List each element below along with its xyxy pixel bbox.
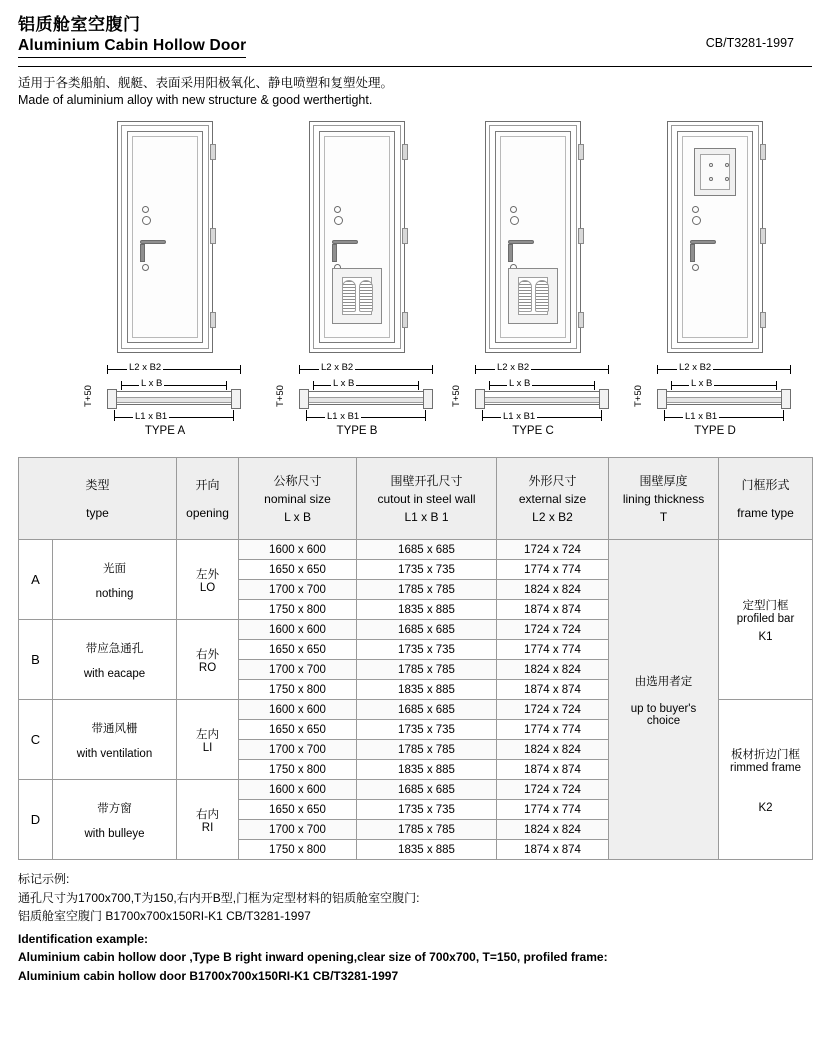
standard-code: CB/T3281-1997 [705,36,794,50]
frame-k2-code: K2 [758,801,773,814]
type-desc-b-en: with eacape [83,667,146,680]
door-frame-a [117,121,213,353]
external-size-cell: 1724 x 724 [497,780,609,800]
header-lining-cn: 围壁厚度 [639,473,688,488]
section-body-a [107,391,241,405]
type-label-a: TYPE A [144,425,186,437]
type-code-b: B [19,620,53,700]
frame-k2-cn: 板材折边门框 [731,748,801,761]
hinge-icon [210,228,216,244]
identification-example [18,870,812,986]
section-cap-right [599,389,609,409]
opening-ro-en: RO [198,661,217,674]
door-frame-b [309,121,405,353]
bolt-icon [142,206,149,213]
section-cap-right [423,389,433,409]
header-type [19,458,177,540]
bolt-icon [334,206,341,213]
section-body-c [475,391,609,405]
external-size-cell: 1824 x 824 [497,580,609,600]
example-line2-cn: 铝质舱室空腹门 B1700x700x150RI-K1 CB/T3281-1997 [18,909,311,924]
frame-k1-code: K1 [758,630,773,643]
header-cutout-sym: L1 x B 1 [404,509,449,524]
door-leaf-b [319,131,395,343]
cutout-size-cell: 1835 x 885 [357,840,497,860]
cutout-size-cell: 1835 x 885 [357,600,497,620]
cutout-size-cell: 1735 x 735 [357,640,497,660]
external-size-cell: 1874 x 874 [497,760,609,780]
dim-label-l1b1: L1 x B1 [327,411,360,422]
page-title-en: Aluminium Cabin Hollow Door [18,37,246,58]
cutout-size-cell: 1735 x 735 [357,720,497,740]
hinge-icon [402,312,408,328]
louver-blade-icon [535,280,549,312]
dim-label-t: T+50 [83,385,94,407]
ventilation-grille-inner [518,277,548,315]
header-frame-en: frame type [737,505,794,520]
cutout-size-cell: 1785 x 785 [357,820,497,840]
hinge-icon [760,144,766,160]
nominal-size-cell: 1700 x 700 [239,660,357,680]
header-external-cn: 外形尺寸 [528,473,577,488]
example-line1-en: Aluminium cabin hollow door ,Type B right inward opening,clear size of 700x700, T=150, profiled frame: [18,950,608,965]
door-frame-c [485,121,581,353]
dim-tick [306,410,307,421]
header-external-en: external size [518,491,587,506]
header-external [497,458,609,540]
page-header [18,0,812,107]
dim-tick [107,365,108,374]
section-cap-left [107,389,117,409]
header-opening [177,458,239,540]
cutout-size-cell: 1685 x 685 [357,780,497,800]
opening-ri [177,780,239,860]
page-title-cn: 铝质舱室空腹门 [18,15,141,34]
header-frame-cn: 门框形式 [741,477,790,492]
hinge-icon [210,144,216,160]
hinge-icon [210,312,216,328]
nominal-size-cell: 1650 x 650 [239,640,357,660]
lining-en-1: up to buyer's [630,702,697,715]
spec-table [18,457,813,860]
nominal-size-cell: 1700 x 700 [239,820,357,840]
type-desc-c-en: with ventilation [76,747,153,760]
dim-tick [418,381,419,390]
cutout-size-cell: 1785 x 785 [357,740,497,760]
section-view-d [631,361,799,437]
opening-li-en: LI [202,741,213,754]
header-frame [719,458,813,540]
external-size-cell: 1724 x 724 [497,620,609,640]
hinge-icon [760,228,766,244]
type-desc-a [53,540,177,620]
header-nominal-cn: 公称尺寸 [273,473,322,488]
type-desc-a-en: nothing [95,587,134,600]
dim-tick [790,365,791,374]
section-cap-left [299,389,309,409]
screw-icon [709,177,713,181]
louver-blade-icon [342,280,356,312]
nominal-size-cell: 1600 x 600 [239,540,357,560]
dim-line-l1b1 [306,417,426,418]
bulleye-window-glass [700,154,730,190]
type-desc-d-en: with bulleye [84,827,145,840]
type-desc-b [53,620,177,700]
section-body-b [299,391,433,405]
cutout-size-cell: 1785 x 785 [357,580,497,600]
lock-knob-icon [334,216,343,225]
drawings-row [18,121,812,451]
hinge-icon [402,228,408,244]
escape-panel [332,268,382,324]
type-label-d: TYPE D [694,425,736,437]
header-cutout-cn: 围壁开孔尺寸 [390,473,463,488]
external-size-cell: 1774 x 774 [497,800,609,820]
dim-tick [475,365,476,374]
type-desc-b-cn: 带应急通孔 [85,642,144,655]
nominal-size-cell: 1700 x 700 [239,740,357,760]
screw-icon [709,163,713,167]
hinge-icon [578,228,584,244]
external-size-cell: 1724 x 724 [497,700,609,720]
cutout-size-cell: 1685 x 685 [357,700,497,720]
nominal-size-cell: 1650 x 650 [239,720,357,740]
dim-label-t: T+50 [451,385,462,407]
dim-line-l1b1 [114,417,234,418]
frame-k1-en: profiled bar [736,612,795,625]
type-desc-c-cn: 带通风栅 [91,722,138,735]
frame-type-k2 [719,700,813,860]
bulleye-window [694,148,736,196]
section-cap-right [231,389,241,409]
nominal-size-cell: 1750 x 800 [239,600,357,620]
lining-en-2: choice [646,714,681,727]
type-code-d: D [19,780,53,860]
hinge-icon [760,312,766,328]
bolt-icon [510,206,517,213]
header-cutout-en: cutout in steel wall [377,491,476,506]
section-view-b [273,361,441,437]
door-leaf-d [677,131,753,343]
example-title-en: Identification example: [18,931,149,946]
dim-label-lb: L x B [691,378,713,389]
type-code-a: A [19,540,53,620]
hinge-icon [578,144,584,160]
nominal-size-cell: 1600 x 600 [239,780,357,800]
section-cap-left [475,389,485,409]
external-size-cell: 1824 x 824 [497,820,609,840]
type-code-c: C [19,700,53,780]
dim-tick [664,410,665,421]
cutout-size-cell: 1685 x 685 [357,620,497,640]
example-title-cn: 标记示例: [18,872,70,886]
header-type-en: type [86,505,109,520]
door-handle-stem-icon [332,244,337,262]
cutout-size-cell: 1735 x 735 [357,800,497,820]
example-line1-cn: 通孔尺寸为1700x700,T为150,右内开B型,门框为定型材料的铝质舱室空腹门: [18,890,420,905]
dim-tick [121,381,122,390]
example-line2-en: Aluminium cabin hollow door B1700x700x150RI-K1 CB/T3281-1997 [18,968,399,983]
dim-tick [432,365,433,374]
type-desc-d-cn: 带方窗 [97,802,132,815]
external-size-cell: 1824 x 824 [497,740,609,760]
frame-type-k1 [719,540,813,700]
external-size-cell: 1874 x 874 [497,600,609,620]
table-row [19,540,813,560]
dim-line-lb [671,385,777,386]
section-view-c [449,361,617,437]
screw-icon [725,163,729,167]
nominal-size-cell: 1600 x 600 [239,700,357,720]
dim-line-lb [121,385,227,386]
cutout-size-cell: 1785 x 785 [357,660,497,680]
dim-label-l2b2: L2 x B2 [679,362,712,373]
dim-tick [657,365,658,374]
louver-blade-icon [518,280,532,312]
header-external-sym: L2 x B2 [532,509,573,524]
external-size-cell: 1724 x 724 [497,540,609,560]
door-handle-stem-icon [140,244,145,262]
cutout-size-cell: 1835 x 885 [357,760,497,780]
dim-label-lb: L x B [141,378,163,389]
cutout-size-cell: 1685 x 685 [357,540,497,560]
type-desc-a-cn: 光面 [103,562,126,575]
hinge-icon [402,144,408,160]
dim-tick [601,410,602,421]
opening-ri-en: RI [201,821,214,834]
door-frame-d [667,121,763,353]
drawing-type-a [80,121,250,437]
cutout-size-cell: 1835 x 885 [357,680,497,700]
dim-tick [114,410,115,421]
dim-label-t: T+50 [633,385,644,407]
door-handle-stem-icon [690,244,695,262]
drawing-type-b [272,121,442,437]
dim-label-l1b1: L1 x B1 [685,411,718,422]
nominal-size-cell: 1600 x 600 [239,620,357,640]
dim-tick [671,381,672,390]
type-desc-d [53,780,177,860]
header-lining [609,458,719,540]
bolt-icon [142,264,149,271]
nominal-size-cell: 1700 x 700 [239,580,357,600]
header-divider [18,66,812,67]
dim-tick [594,381,595,390]
opening-li [177,700,239,780]
bolt-icon [692,264,699,271]
bolt-icon [692,206,699,213]
door-leaf-c [495,131,571,343]
drawing-type-d [630,121,800,437]
opening-li-cn: 左内 [196,728,220,741]
section-cap-right [781,389,791,409]
external-size-cell: 1824 x 824 [497,660,609,680]
header-nominal-size [239,458,357,540]
drawing-type-c [448,121,618,437]
lock-knob-icon [142,216,151,225]
dim-tick [226,381,227,390]
section-body-d [657,391,791,405]
description-cn: 适用于各类船舶、舰艇、表面采用阳极氧化、静电喷塑和复塑处理。 [18,76,394,90]
dim-label-l2b2: L2 x B2 [129,362,162,373]
nominal-size-cell: 1750 x 800 [239,680,357,700]
nominal-size-cell: 1650 x 650 [239,560,357,580]
lock-knob-icon [692,216,701,225]
header-type-cn: 类型 [85,477,110,492]
type-label-c: TYPE C [512,425,554,437]
spec-table-wrapper [18,457,812,860]
dim-tick [482,410,483,421]
nominal-size-cell: 1750 x 800 [239,760,357,780]
dim-tick [313,381,314,390]
header-opening-en: opening [186,505,229,520]
opening-ro [177,620,239,700]
louver-blade-icon [359,280,373,312]
lining-cn: 由选用者定 [634,675,693,688]
dim-line-lb [313,385,419,386]
opening-ri-cn: 右内 [196,808,220,821]
dim-label-l2b2: L2 x B2 [497,362,530,373]
escape-panel-inner [342,277,372,315]
dim-label-l1b1: L1 x B1 [503,411,536,422]
external-size-cell: 1874 x 874 [497,840,609,860]
dim-tick [776,381,777,390]
dim-tick [240,365,241,374]
dim-line-l1b1 [664,417,784,418]
door-handle-stem-icon [508,244,513,262]
lock-knob-icon [510,216,519,225]
nominal-size-cell: 1750 x 800 [239,840,357,860]
cutout-size-cell: 1735 x 735 [357,560,497,580]
header-opening-cn: 开向 [195,477,220,492]
type-desc-c [53,700,177,780]
type-label-b: TYPE B [336,425,378,437]
nominal-size-cell: 1650 x 650 [239,800,357,820]
opening-lo-en: LO [199,581,216,594]
screw-icon [725,177,729,181]
dim-label-l1b1: L1 x B1 [135,411,168,422]
frame-k1-cn: 定型门框 [742,599,789,612]
external-size-cell: 1774 x 774 [497,560,609,580]
dim-tick [783,410,784,421]
frame-k2-en: rimmed frame [730,761,801,774]
dim-line-lb [489,385,595,386]
section-view-a [81,361,249,437]
opening-lo-cn: 左外 [196,568,220,581]
hinge-icon [578,312,584,328]
external-size-cell: 1774 x 774 [497,720,609,740]
dim-line-l1b1 [482,417,602,418]
header-cutout [357,458,497,540]
dim-label-lb: L x B [333,378,355,389]
description-en: Made of aluminium alloy with new structure & good werthertight. [18,93,373,107]
external-size-cell: 1874 x 874 [497,680,609,700]
dim-tick [425,410,426,421]
ventilation-grille [508,268,558,324]
lining-thickness-cell [609,540,719,860]
dim-label-l2b2: L2 x B2 [321,362,354,373]
header-nominal-en: nominal size [264,491,331,506]
external-size-cell: 1774 x 774 [497,640,609,660]
dim-tick [489,381,490,390]
door-leaf-a [127,131,203,343]
section-cap-left [657,389,667,409]
dim-label-t: T+50 [275,385,286,407]
header-lining-en: lining thickness [622,491,705,506]
header-nominal-sym: L x B [284,509,311,524]
opening-lo [177,540,239,620]
opening-ro-cn: 右外 [196,648,220,661]
dim-label-lb: L x B [509,378,531,389]
dim-tick [233,410,234,421]
header-lining-sym: T [659,509,668,524]
dim-tick [608,365,609,374]
dim-tick [299,365,300,374]
table-header-row [19,458,813,540]
